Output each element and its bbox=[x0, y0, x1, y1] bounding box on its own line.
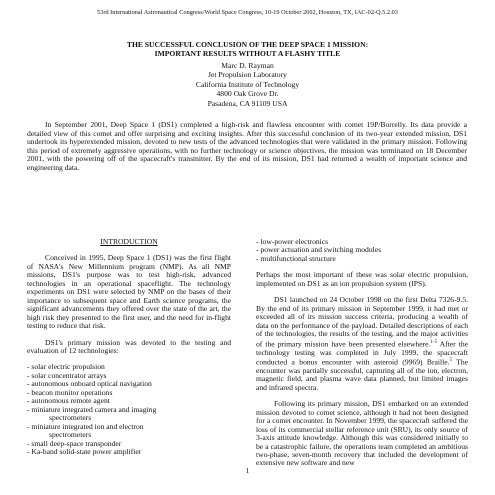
title-line-2: IMPORTANT RESULTS WITHOUT A FLASHY TITLE bbox=[154, 49, 341, 59]
list-item: - beacon monitor operations bbox=[27, 387, 113, 397]
ips-paragraph: Perhaps the most important of these was solar electric propulsion, implemented on DS1 as an ion propulsion system (IPS). bbox=[256, 270, 468, 288]
abstract-text: In September 2001, Deep Space 1 (DS1) completed a high-risk and flawless encounter with comet 19P/Borrelly. Its data provide a detailed view of this comet and offer surprising and exciting insights. After this successful conclusion of its two-year extended mission, DS1 undertook its hyperextended mission, devoted to new tests of the advanced technologies that were validated in the primary mission. Following this period of extremely aggressive operations, with no further technology or science objectives, the mission was terminated on 18 December 2001, with the powering off of the spacecraft's transmitter. By the end of its mission, DS1 had returned a wealth of important science and engineering data. bbox=[27, 120, 467, 172]
list-item-continuation: spectrometers bbox=[49, 413, 92, 423]
list-item: - miniature integrated camera and imaging bbox=[27, 404, 157, 414]
conference-header: 53rd International Astronautical Congress/World Space Congress, 10-19 October 2002, Houston, TX, IAC-02-Q.5.2.03 bbox=[97, 9, 398, 16]
intro-paragraph-2: DS1's primary mission was devoted to the testing and evaluation of 12 technologies: bbox=[27, 337, 231, 355]
author-address-1: 4800 Oak Grove Dr. bbox=[216, 89, 279, 99]
technology-list-left bbox=[27, 363, 231, 456]
list-item: - multifunctional structure bbox=[256, 253, 336, 263]
intro-paragraph-1: Conceived in 1995, Deep Space 1 (DS1) was the first flight of NASA's New Millennium program (NMP). As all NMP missions, DS1's purpose was to test high-risk, advanced technologies in an operational spaceflight. The technology experiments on DS1 were selected by NMP on the bases of their importance to subsequent space and Earth science programs, the significant advancements they offered over the state of the art, the high risk they presented to the first user, and the need for in-flight testing to reduce that risk. bbox=[27, 253, 231, 331]
technology-list-right bbox=[256, 238, 468, 263]
list-item: - small deep-space transponder bbox=[27, 438, 122, 448]
list-item: - autonomous onboard optical navigation bbox=[27, 379, 152, 389]
launch-paragraph-text: DS1 launched on 24 October 1998 on the first Delta 7326-9.5. By the end of its primary mission in September 1999, it had met or exceeded all of its mission success criteria, producing a wealth of data on the performance of the payload. Detailed descriptions of each of the technologies, the results of the testing, and the major activities of the primary mission have been presented elsewhere. bbox=[256, 295, 468, 349]
reference-marker: 1-5 bbox=[430, 339, 438, 345]
list-item: - power actuation and switching modules bbox=[256, 245, 382, 255]
author-name: Marc D. Rayman bbox=[221, 61, 274, 70]
author-block bbox=[100, 61, 395, 108]
list-item: - solar electric propulsion bbox=[27, 362, 105, 372]
left-column bbox=[27, 238, 231, 464]
list-item: - autonomous remote agent bbox=[27, 396, 110, 406]
list-item: - solar concentrator arrays bbox=[27, 370, 107, 380]
page-number: 1 bbox=[245, 466, 250, 475]
list-item: - low-power electronics bbox=[256, 237, 329, 246]
launch-paragraph bbox=[256, 296, 468, 392]
list-item: - miniature integrated ion and electron bbox=[27, 421, 144, 431]
list-item: - Ka-band solid-state power amplifier bbox=[27, 446, 142, 456]
reference-marker: 5 bbox=[449, 357, 452, 363]
list-item-continuation: spectrometers bbox=[49, 430, 92, 440]
author-affiliation-2: California Institute of Technology bbox=[195, 79, 300, 89]
author-address-2: Pasadena, CA 91109 USA bbox=[207, 98, 288, 108]
right-column bbox=[256, 238, 468, 476]
paper-title bbox=[40, 40, 455, 58]
section-heading-introduction: INTRODUCTION bbox=[100, 237, 158, 246]
extended-mission-paragraph: Following its primary mission, DS1 embarked on an extended mission devoted to comet science, although it had not been designed for a comet encounter. In November 1999, the spacecraft suffered the loss of its commercial stellar reference unit (SRU), its only source of 3-axis attitude knowledge. Although this was considered initially to be a catastrophic failure, the operations team completed an ambitious two-phase, seven-month recovery that included the development of extensive new software and new bbox=[256, 399, 468, 468]
launch-paragraph-cont: After the technology testing was completed in July 1999, the spacecraft conducted a bonus encounter with asteroid (9969) Braille. bbox=[256, 339, 468, 367]
title-line-1: THE SUCCESSFUL CONCLUSION OF THE DEEP SPACE 1 MISSION: bbox=[126, 40, 369, 49]
author-affiliation-1: Jet Propulsion Laboratory bbox=[208, 70, 287, 80]
launch-paragraph-end: The encounter was partially successful, capturing all of the ion, electron, magnetic field, and plasma wave data planned, but limited images and infrared spectra. bbox=[256, 357, 468, 392]
abstract bbox=[27, 121, 467, 172]
